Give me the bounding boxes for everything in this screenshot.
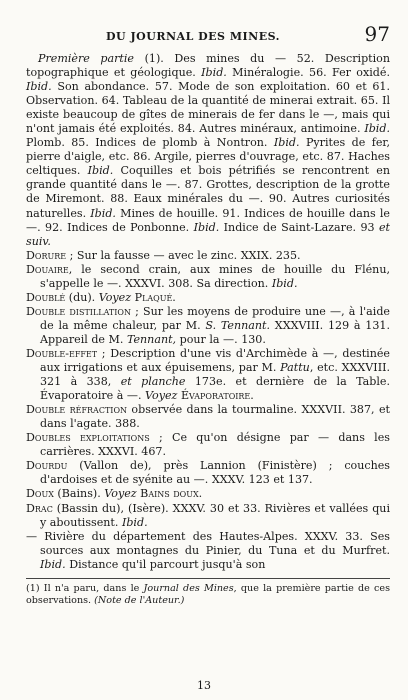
text-run: , etc. XXXVIII. 321 à 338, <box>40 361 390 389</box>
text-run: ; Description d'une vis d'Archimède à —, destinée aux irrigations et aux épuisemens, par M. <box>40 346 390 375</box>
text-run: Mines de houille. 91. Indices de houille dans le —. 92. Indices de Ponbonne. <box>26 206 390 234</box>
index-entry <box>26 291 390 305</box>
italic-text: (Note de l'Auteur.) <box>94 594 185 606</box>
entry-headword: Drac <box>26 501 53 515</box>
text-run: Coquilles et bois pétrifiés se rencontrent en grande quantité dans le —. 87. Grottes, description de la grotte de Miremont. 88. Eaux minérales du —. 90. Autres curiosités naturelles. <box>26 164 390 220</box>
italic-text: Tennant, <box>126 332 177 346</box>
index-entry <box>26 502 390 530</box>
italic-text: Ibid. <box>271 276 298 290</box>
italic-text: Ibid. <box>121 515 148 529</box>
entry-headword: Évaporatoire. <box>180 389 254 403</box>
italic-text: Ibid. <box>201 66 227 80</box>
italic-text: S. Tennant. <box>205 318 271 332</box>
italic-text: Voyez <box>104 487 137 501</box>
text-run: (du). <box>65 290 99 304</box>
text-run: (1). Des mines du — 52. Description topographique et géologique. <box>26 52 390 80</box>
index-entry <box>26 347 390 403</box>
index-entry <box>26 263 390 291</box>
index-entry <box>26 530 390 572</box>
index-entry <box>26 487 390 501</box>
entry-headword: Doubles exploitations <box>26 431 150 445</box>
index-entry <box>26 305 390 347</box>
running-head: DU JOURNAL DES MINES. <box>106 30 280 43</box>
text-run: ; Sur la fausse — avec le zinc. XXIX. 235. <box>66 248 301 262</box>
entry-headword: Plaqué. <box>134 290 176 304</box>
continued-paragraph <box>26 52 390 249</box>
page-number: 97 <box>364 22 390 46</box>
text-run: ; Ce qu'on désigne par — dans les carrières. XXXVI. 467. <box>40 431 390 459</box>
text-run: Plomb. 85. Indices de plomb à Nontron. <box>26 136 274 150</box>
index-entry <box>26 403 390 431</box>
entry-headword: Douaire <box>26 262 69 276</box>
italic-text: et planche <box>120 375 186 389</box>
page-header <box>26 22 390 46</box>
italic-text: Journal des Mines <box>143 582 234 594</box>
text-run: (Vallon de), près Lannion (Finistère) ; couches d'ardoises et de syénite au —. XXXV. 123 et 137. <box>40 459 390 487</box>
italic-text: Ibid. <box>26 80 52 94</box>
index-entry <box>26 431 390 459</box>
index-entry <box>26 249 390 263</box>
italic-text: et suiv. <box>26 220 390 248</box>
text-run: observée dans la tourmaline. XXXVII. 387, et dans l'agate. 388. <box>40 403 390 431</box>
text-run: , que la première partie de ces observations. <box>26 582 390 606</box>
text-run: (Bassin du), (Isère). XXXV. 30 et 33. Rivières et vallées qui y aboutissent. <box>40 501 390 529</box>
entry-headword: Bains doux. <box>140 487 203 501</box>
italic-text: Ibid. <box>364 122 390 136</box>
text-run: Indice de Saint-Lazare. 93 <box>219 220 379 234</box>
text-run: XXXVIII. 129 à 131. Appareil de M. <box>40 318 390 346</box>
entry-headword: Double distillation <box>26 304 131 318</box>
text-run: pour la —. 130. <box>176 332 266 346</box>
text-run: Pyrites de fer, pierre d'aigle, etc. 86. Argile, pierres d'ouvrage, etc. 87. Haches celtiques. <box>26 136 391 178</box>
entry-headword: Doublé <box>26 290 66 304</box>
entry-headword: Double-effet <box>26 346 98 360</box>
italic-text: Ibid. <box>40 557 66 571</box>
italic-text: Ibid. <box>87 164 114 178</box>
entry-headword: Double réfraction <box>26 403 128 417</box>
italic-text: Voyez <box>98 290 132 304</box>
signature-mark: 13 <box>197 679 211 692</box>
footnote <box>26 579 390 607</box>
text-run: (Bains). <box>53 487 105 501</box>
index-entries <box>26 52 390 572</box>
text-run: (1) Il n'a paru, dans le <box>26 582 144 594</box>
italic-text: Voyez <box>145 389 178 403</box>
entry-headword: Dorure <box>26 248 67 262</box>
text-run: Distance qu'il parcourt jusqu'à son <box>65 557 266 571</box>
entry-headword: Dourdu <box>26 459 68 473</box>
italic-text: Première partie <box>38 52 134 65</box>
text-run: — Rivière du département des Hautes-Alpes. XXXV. 33. Ses sources aux montagnes du Pinier, du Tuna et du Murfret. <box>26 529 390 557</box>
entry-headword: Doux <box>26 487 54 501</box>
text-run: , le second crain, aux mines de houille du Flénu, s'appelle le —. XXXVI. 308. Sa direction. <box>40 262 390 290</box>
italic-text: Ibid. <box>273 136 300 150</box>
italic-text: Ibid. <box>90 206 116 220</box>
text-run: Minéralogie. 56. Fer oxidé. <box>226 66 390 80</box>
index-entry <box>26 459 390 487</box>
italic-text: Ibid. <box>193 220 220 234</box>
text-run: Son abondance. 57. Mode de son exploitation. 60 et 61. Observation. 64. Tableau de la quantité de minerai extrait. 65. Il existe beaucoup de gîtes de minerais de fer dans le —, mais qui n'ont jamais été exploités. 84. Autres minéraux, antimoine. <box>26 80 390 136</box>
italic-text: Pattu <box>280 361 310 375</box>
text-run: ; Sur les moyens de produire une —, à l'aide de la même chaleur, par M. <box>40 304 391 332</box>
text-run: 173e. et dernière de la Table. Évaporatoire à —. <box>40 375 390 403</box>
